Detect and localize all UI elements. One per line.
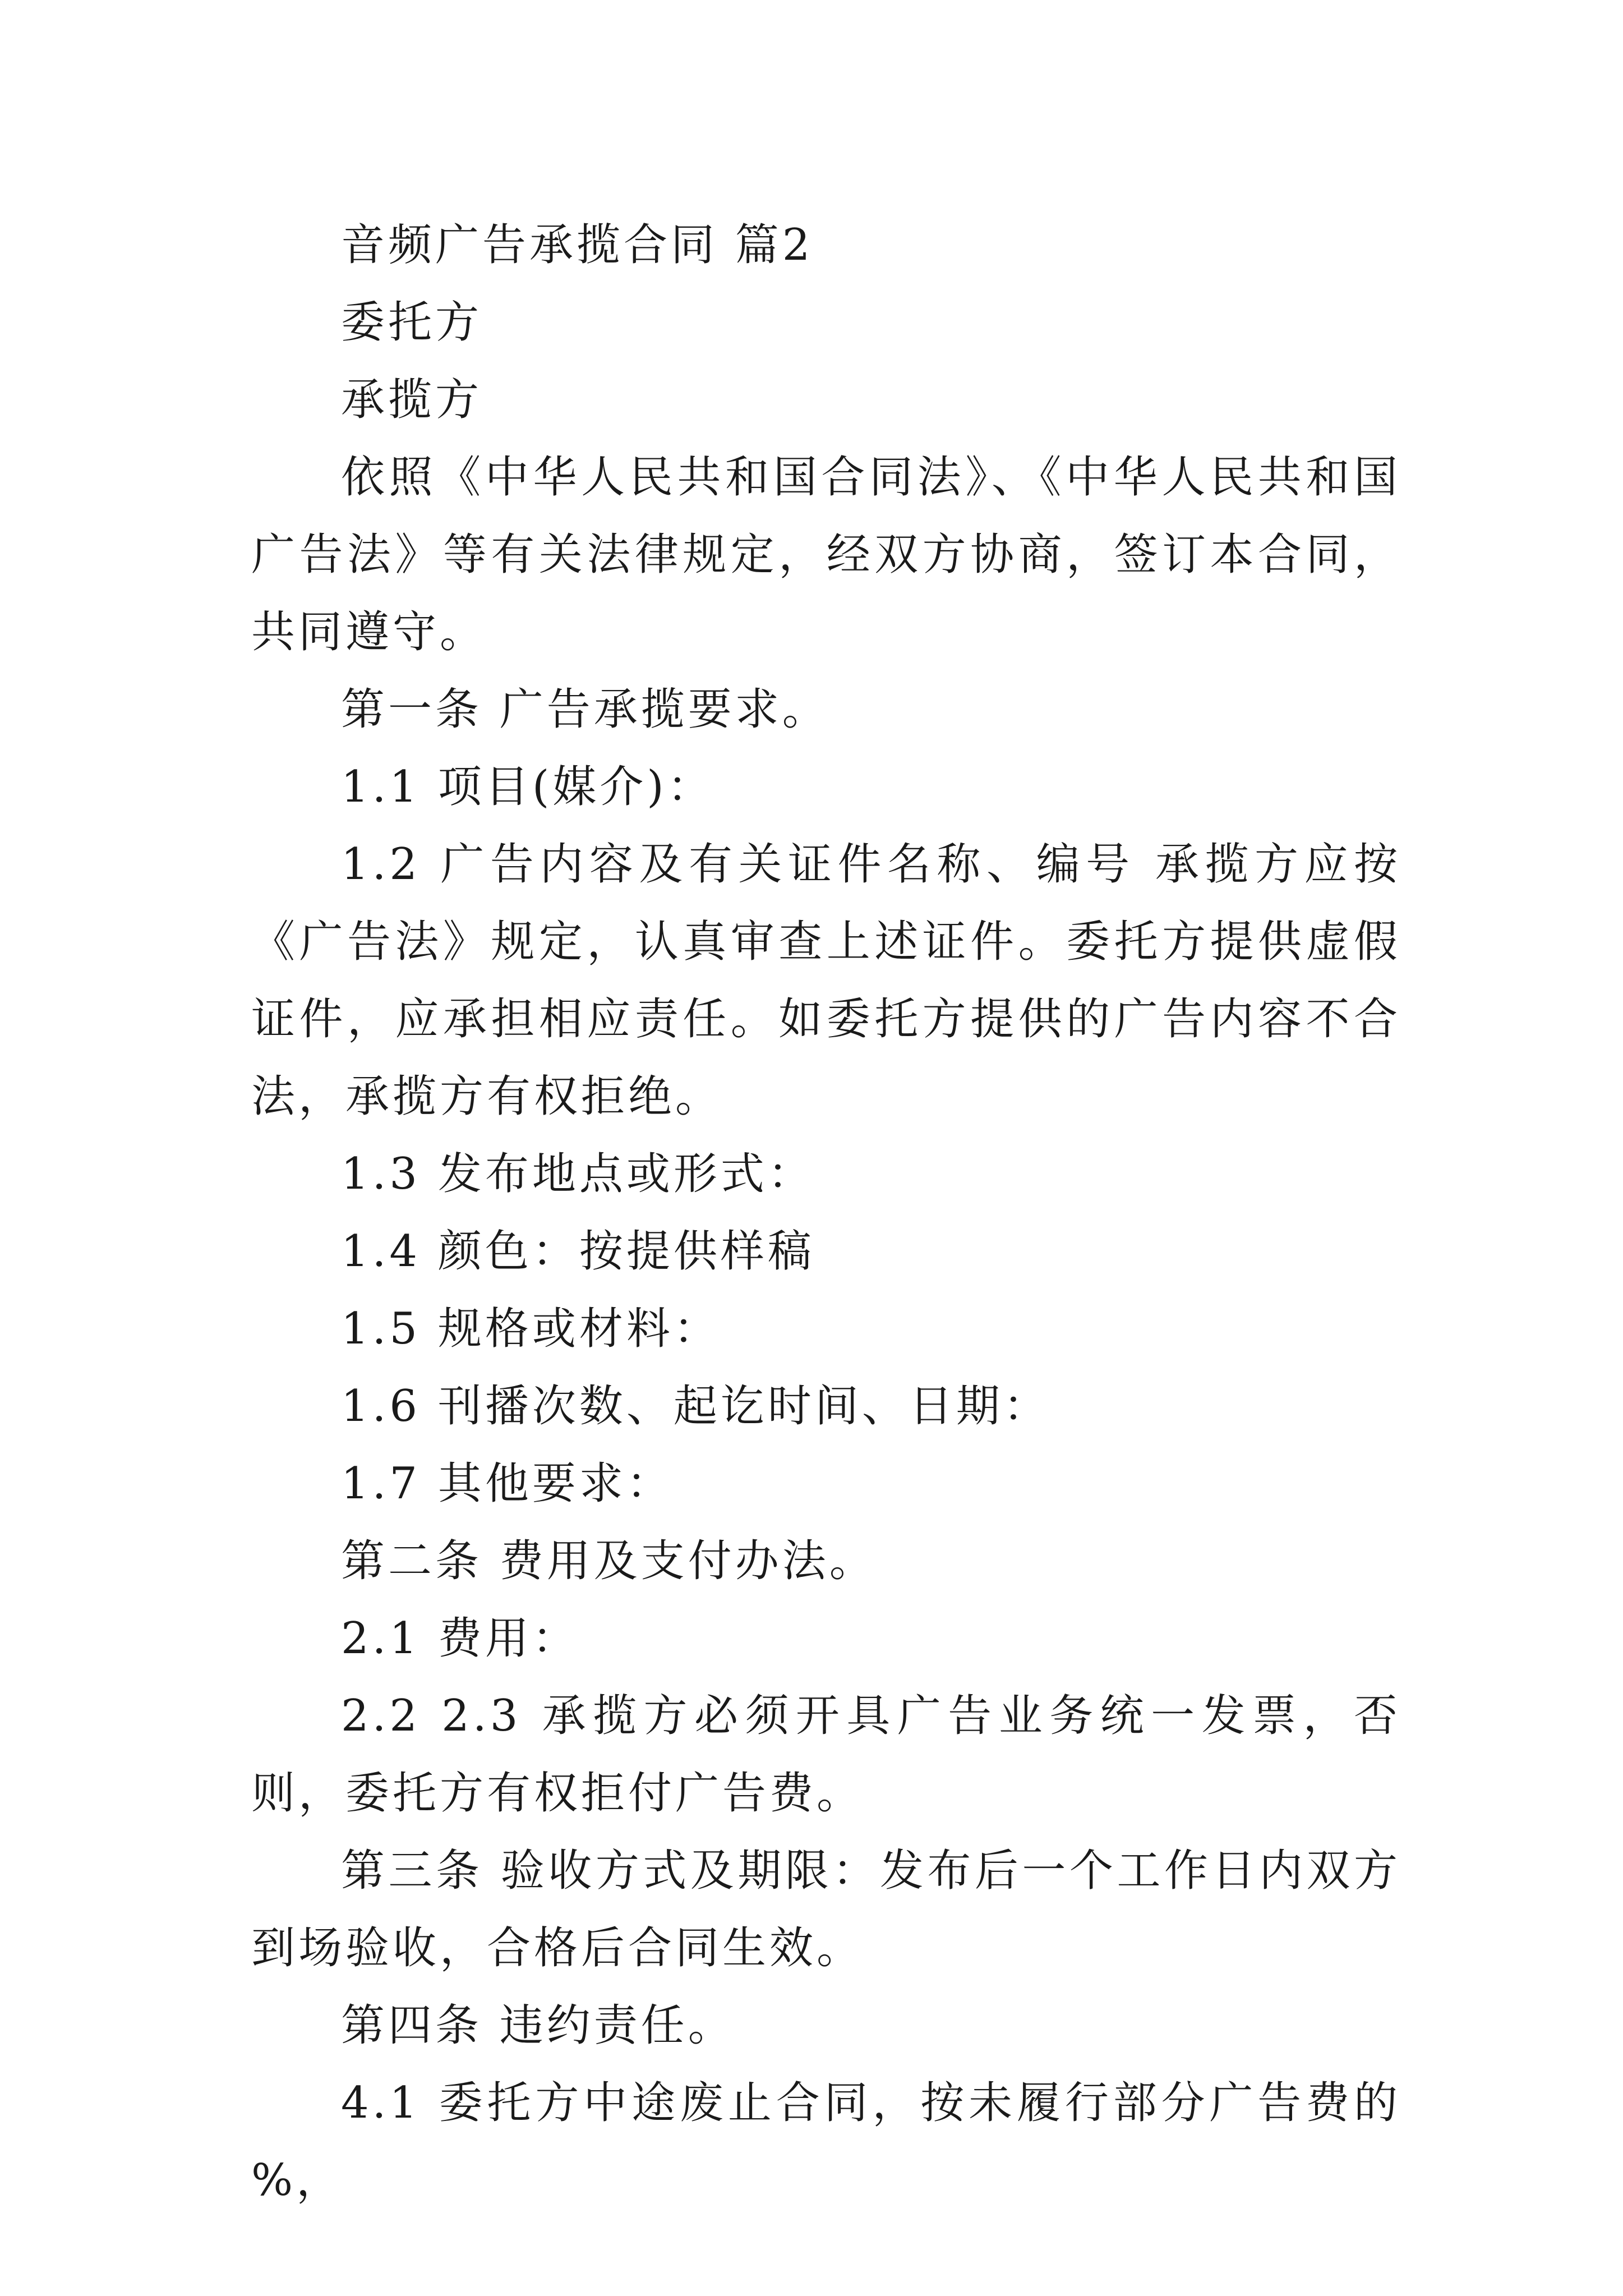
- clause-1-7: 1.7 其他要求：: [341, 1458, 674, 1509]
- clause-1-5: 1.5 规格或材料：: [341, 1304, 721, 1354]
- clause-2-1: 2.1 费用：: [341, 1613, 579, 1664]
- clause-1-2: 1.2 广告内容及有关证件名称、编号 承揽方应按《广告法》规定，认真审查上述证件。委托方提供虚假证件，应承担相应责任。如委托方提供的广告内容不合法，承揽方有权拒绝。: [251, 839, 1401, 1122]
- clause-1-1: 1.1 项目(媒介)：: [341, 762, 714, 812]
- clause-4-1: 4.1 委托方中途废止合同，按未履行部分广告费的 %，: [251, 2078, 1401, 2206]
- contractor-party-label: 承揽方: [341, 375, 483, 425]
- clause-1-3: 1.3 发布地点或形式：: [341, 1149, 815, 1199]
- article-1-heading: 第一条 广告承揽要求。: [341, 684, 829, 735]
- preamble-paragraph: 依照《中华人民共和国合同法》、《中华人民共和国广告法》等有关法律规定，经双方协商，签订本合同，共同遵守。: [251, 452, 1401, 657]
- article-3-paragraph: 第三条 验收方式及期限：发布后一个工作日内双方到场验收，合格后合同生效。: [251, 1846, 1401, 1973]
- article-2-heading: 第二条 费用及支付办法。: [341, 1536, 877, 1586]
- article-4-heading: 第四条 违约责任。: [341, 2000, 735, 2051]
- clause-1-4: 1.4 颜色：按提供样稿: [341, 1226, 815, 1277]
- clause-1-6: 1.6 刊播次数、起讫时间、日期：: [341, 1381, 1050, 1432]
- document-title: 音频广告承揽合同 篇2: [341, 220, 814, 270]
- client-party-label: 委托方: [341, 297, 483, 348]
- document-body: [251, 206, 1401, 2219]
- clause-2-2-2-3: 2.2 2.3 承揽方必须开具广告业务统一发票，否则，委托方有权拒付广告费。: [251, 1691, 1401, 1819]
